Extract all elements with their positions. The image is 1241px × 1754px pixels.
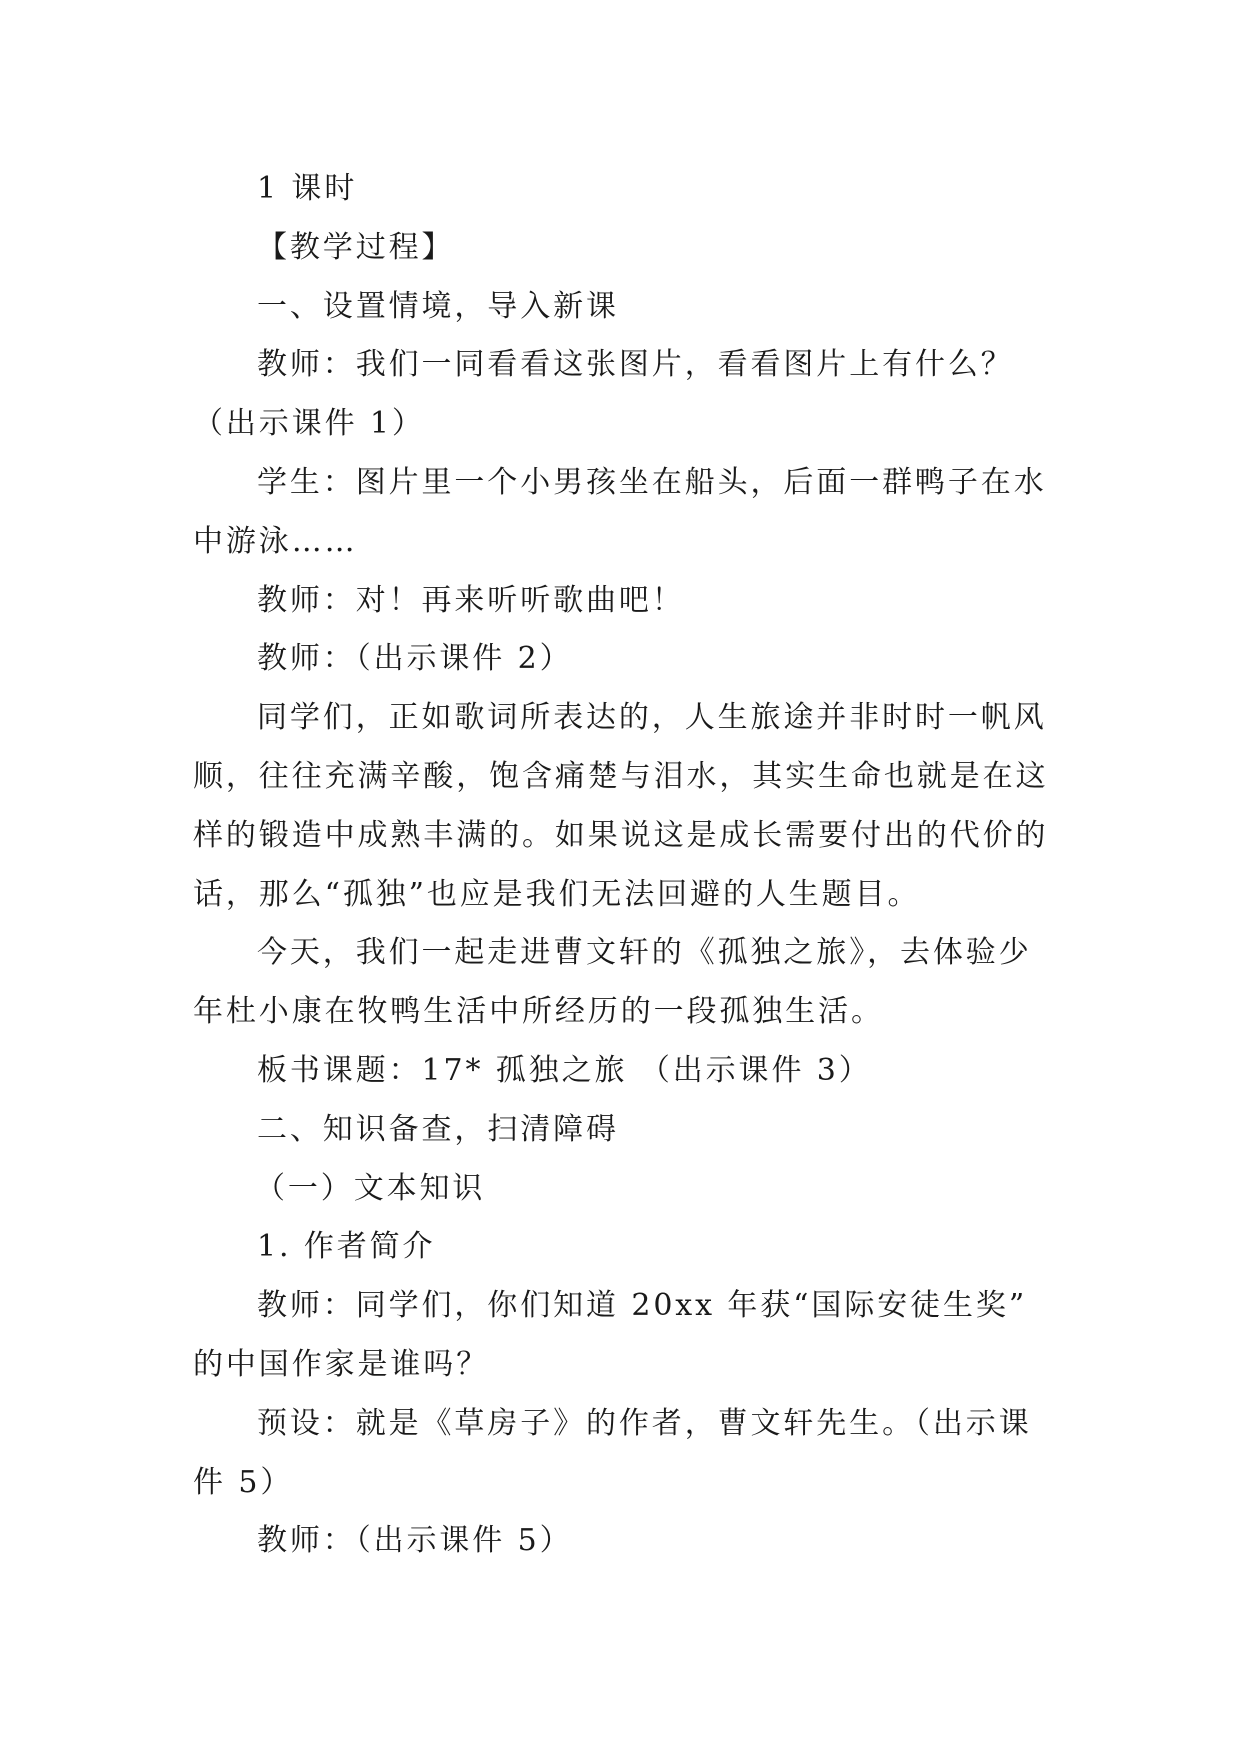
- text-line: 同学们，正如歌词所表达的，人生旅途并非时时一帆风: [257, 700, 1047, 736]
- text-line: 教师：同学们，你们知道 20xx 年获“国际安徒生奖”: [257, 1288, 1028, 1324]
- text-line: （出示课件 1）: [193, 406, 425, 442]
- text-line: 1 课时: [257, 171, 358, 206]
- subsection-heading: （一）文本知识: [255, 1170, 486, 1206]
- text-line: 教师：我们一同看看这张图片，看看图片上有什么？: [257, 347, 1014, 383]
- subsection-heading: 1. 作者简介: [257, 1229, 436, 1265]
- text-line: 中游泳……: [193, 523, 358, 559]
- text-line: 今天，我们一起走进曹文轩的《孤独之旅》，去体验少: [257, 935, 1032, 971]
- text-line: 话，那么“孤独”也应是我们无法回避的人生题目。: [193, 876, 921, 912]
- text-line: 教师：（出示课件 5）: [257, 1523, 573, 1559]
- section-heading: 【教学过程】: [257, 229, 455, 265]
- text-line: 教师：（出示课件 2）: [257, 641, 573, 677]
- text-line: 的中国作家是谁吗？: [193, 1346, 490, 1382]
- text-line: 学生：图片里一个小男孩坐在船头，后面一群鸭子在水: [257, 464, 1047, 500]
- subsection-heading: 一、设置情境，导入新课: [257, 288, 619, 324]
- text-line: 预设：就是《草房子》的作者，曹文轩先生。（出示课: [257, 1405, 1032, 1441]
- text-line: 板书课题：17* 孤独之旅 （出示课件 3）: [257, 1052, 872, 1088]
- text-line: 顺，往往充满辛酸，饱含痛楚与泪水，其实生命也就是在这: [193, 758, 1049, 794]
- text-line: 教师：对！再来听听歌曲吧！: [257, 582, 685, 618]
- text-line: 年杜小康在牧鸭生活中所经历的一段孤独生活。: [193, 994, 884, 1030]
- text-line: 样的锻造中成熟丰满的。如果说这是成长需要付出的代价的: [193, 817, 1049, 853]
- text-line: 件 5）: [193, 1464, 294, 1500]
- subsection-heading: 二、知识备查，扫清障碍: [257, 1111, 619, 1147]
- document-body: [193, 160, 1055, 1571]
